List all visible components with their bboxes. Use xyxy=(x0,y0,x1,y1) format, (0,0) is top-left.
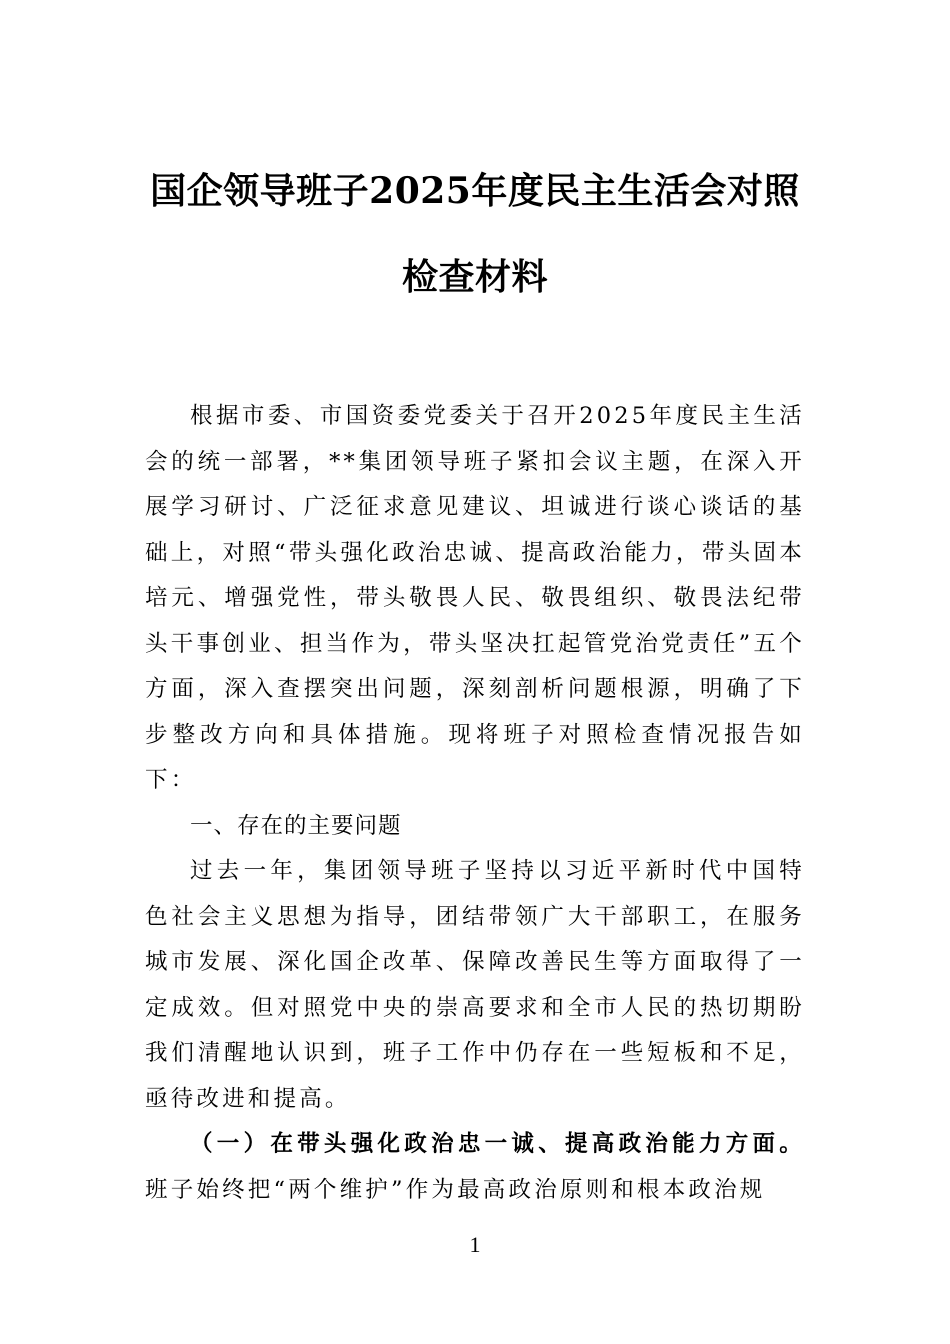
section-paragraph: 过去一年，集团领导班子坚持以习近平新时代中国特色社会主义思想为指导，团结带领广大干部职工，在服务城市发展、深化国企改革、保障改善民生等方面取得了一定成效。但对照党中央的崇高要求和全市人民的热切期盼我们清醒地认识到，班子工作中仍存在一些短板和不足，亟待改进和提高。 xyxy=(145,858,805,1112)
intro-paragraph: 根据市委、市国资委党委关于召开2025年度民主生活会的统一部署，**集团领导班子紧扣会议主题，在深入开展学习研讨、广泛征求意见建议、坦诚进行谈心谈话的基础上，对照“带头强化政治忠诚、提高政治能力，带头固本培元、增强党性，带头敬畏人民、敬畏组织、敬畏法纪带头干事创业、担当作为，带头坚决扛起管党治党责任”五个方面，深入查摆突出问题，深刻剖析问题根源，明确了下步整改方向和具体措施。现将班子对照检查情况报告如下： xyxy=(145,403,805,793)
section-heading: 一、存在的主要问题 xyxy=(190,812,402,839)
page-number: 1 xyxy=(469,1232,481,1257)
subsection-heading: （一）在带头强化政治忠一诚、提高政治能力方面。 xyxy=(190,1131,805,1157)
document-body xyxy=(145,394,805,1213)
subsection-paragraph xyxy=(145,1122,805,1213)
subsection-body: 班子始终把“两个维护”作为最高政治原则和根本政治规 xyxy=(145,1176,766,1203)
document-title: 国企领导班子2025年度民主生活会对照检查材料 xyxy=(150,170,800,298)
